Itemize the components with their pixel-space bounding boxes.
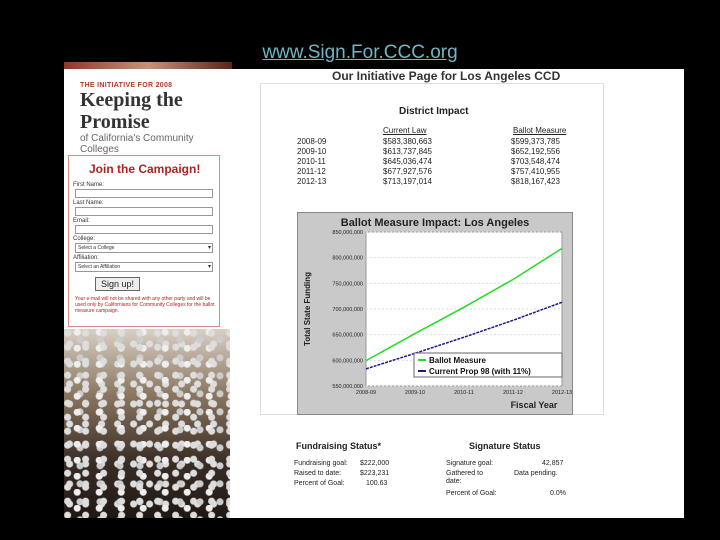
chevron-down-icon: ▾ [207,245,211,251]
site-url-link[interactable]: www.Sign.For.CCC.org [262,42,458,63]
row-current: $677,927,576 [383,167,432,176]
signup-form [68,155,220,327]
privacy-note: Your e-mail will not be shared with any other party and will be used only by Californians for Community Colleges for the ballot measure campaign. [75,296,215,314]
form-title: Join the Campaign! [89,162,201,176]
sig-percent-value: 0.0% [550,490,566,497]
chart-title: Ballot Measure Impact: Los Angeles [340,217,530,229]
table-row [297,157,597,167]
row-ballot: $652,192,556 [511,147,560,156]
college-label: College: [73,236,96,242]
logo-subline: of California's Community Colleges [80,133,194,155]
y-tick-label: 550,000,000 [332,384,363,390]
row-year: 2012-13 [297,177,327,186]
x-tick-label: 2008-09 [355,390,377,396]
row-year: 2011-12 [297,167,326,176]
y-tick-label: 650,000,000 [332,332,363,339]
first-name-field[interactable] [75,189,213,198]
chart-legend [414,353,562,377]
chart-svg [298,213,572,414]
y-axis-label: Total State Funding [303,271,312,347]
college-select-value: Select a College [78,245,115,251]
table-row [297,167,597,177]
x-tick-label: 2010-11 [454,390,474,396]
sig-percent-label: Percent of Goal: [446,490,497,497]
row-current: $583,380,663 [383,137,432,146]
funding-line-chart [297,212,573,415]
fundraising-title: Fundraising Status* [296,441,382,451]
logo-headline: Keeping the Promise [80,89,183,133]
row-year: 2010-11 [297,157,326,166]
table-row [297,137,597,147]
row-ballot: $757,410,955 [511,167,560,176]
fundraising-goal-value: $222,000 [360,460,390,467]
campaign-sidebar [64,69,230,518]
signature-goal-label: Signature goal: [446,460,494,467]
x-tick-label: 2009-10 [404,390,426,396]
last-name-field[interactable] [75,207,213,216]
fund-percent-label: Percent of Goal: [294,480,345,487]
legend-label-current: Current Prop 98 (with 11%) [429,367,531,376]
last-name-label: Last Name: [73,200,104,206]
y-tick-label: 850,000,000 [332,230,363,236]
table-row [297,147,597,157]
row-current: $713,197,014 [383,177,432,186]
row-year: 2008-09 [297,137,327,146]
table-row [297,177,597,187]
email-field[interactable] [75,225,213,234]
gathered-value: Data pending. [514,470,558,477]
fundraising-goal-label: Fundraising goal: [294,460,348,467]
signature-title: Signature Status [469,441,541,451]
row-current: $613,737,845 [383,147,432,156]
y-tick-label: 750,000,000 [332,281,363,288]
y-tick-label: 600,000,000 [332,358,363,365]
raised-label: Raised to date: [294,470,342,477]
chevron-down-icon: ▾ [207,264,211,270]
row-ballot: $703,548,474 [511,157,560,166]
campaign-logo [80,82,230,155]
webpage-screenshot [64,69,684,518]
y-tick-labels [332,230,363,390]
y-tick-label: 700,000,000 [332,307,363,313]
affiliation-select[interactable] [75,262,213,272]
gathered-label: Gathered to date: [446,470,483,485]
fund-percent-value: 100.63 [366,480,388,487]
signature-goal-value: 42,857 [542,460,564,467]
affiliation-label: Affiliation: [73,255,99,261]
email-label: Email: [73,218,90,224]
row-year: 2009-10 [297,147,327,156]
col-current-law: Current Law [383,126,427,135]
signup-button[interactable]: Sign up! [95,277,140,291]
legend-label-ballot: Ballot Measure [429,356,486,365]
raised-value: $223,231 [360,470,390,477]
row-current: $645,036,474 [383,157,432,166]
x-tick-labels [356,390,572,396]
logo-tagline: THE INITIATIVE FOR 2008 [80,82,173,89]
first-name-label: First Name: [73,182,105,188]
row-ballot: $818,167,423 [511,177,560,186]
crowd-photo [64,329,230,518]
college-select[interactable] [75,243,213,253]
x-tick-label: 2012-13 [551,390,572,396]
district-impact-title: District Impact [399,106,469,117]
row-ballot: $599,373,785 [511,137,560,146]
y-tick-label: 800,000,000 [332,255,363,262]
page-title: Our Initiative Page for Los Angeles CCD [332,69,561,83]
x-axis-label: Fiscal Year [510,400,558,410]
x-tick-label: 2011-12 [503,390,523,396]
affiliation-select-value: Select an Affiliation [78,264,121,270]
col-ballot-measure: Ballot Measure [513,126,567,135]
